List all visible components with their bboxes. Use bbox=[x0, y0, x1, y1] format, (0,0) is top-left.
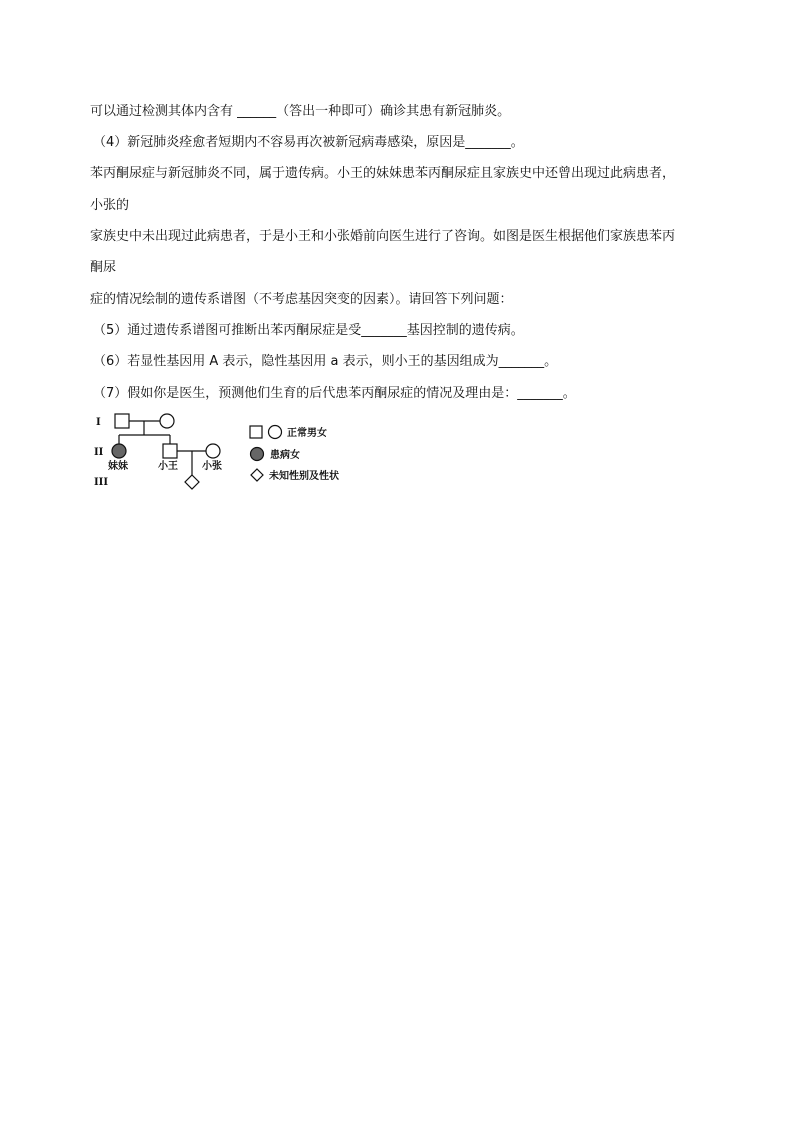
intro-line-4: 酮尿 bbox=[90, 260, 117, 275]
intro-line-3: 家族史中未出现过此病患者，于是小王和小张婚前向医生进行了咨询。如图是医生根据他们家族患苯丙 bbox=[90, 229, 676, 244]
generation-label-3: III bbox=[94, 477, 109, 488]
legend-normal-female-circle bbox=[269, 426, 282, 439]
xiaowang-label: 小王 bbox=[158, 461, 178, 472]
pedigree-chart bbox=[90, 408, 360, 493]
generation-label-2: II bbox=[94, 447, 104, 458]
offspring-diamond bbox=[185, 475, 199, 489]
question-7: （7）假如你是医生，预测他们生育的后代患苯丙酮尿症的情况及理由是：_______。 bbox=[93, 386, 576, 401]
xiaowang-square bbox=[163, 444, 177, 458]
legend-unknown-label: 未知性别及性状 bbox=[269, 471, 339, 482]
intro-line-5: 症的情况绘制的遗传系谱图（不考虑基因突变的因素）。请回答下列问题： bbox=[90, 292, 513, 307]
legend-normal-label: 正常男女 bbox=[287, 428, 327, 439]
xiaozhang-label: 小张 bbox=[202, 461, 222, 472]
sister-affected-circle bbox=[112, 444, 126, 458]
question-4: （4）新冠肺炎痊愈者短期内不容易再次被新冠病毒感染，原因是_______。 bbox=[93, 135, 524, 150]
legend-affected-female-circle bbox=[251, 448, 264, 461]
gen1-father-square bbox=[115, 414, 129, 428]
gen1-mother-circle bbox=[160, 414, 174, 428]
legend-unknown-diamond bbox=[251, 469, 263, 481]
question-5: （5）通过遗传系谱图可推断出苯丙酮尿症是受_______基因控制的遗传病。 bbox=[93, 323, 524, 338]
intro-line-2: 小张的 bbox=[90, 198, 130, 213]
legend-normal-male-square bbox=[250, 426, 262, 438]
generation-label-1: I bbox=[96, 417, 101, 428]
legend-affected-label: 患病女 bbox=[270, 450, 300, 461]
sister-label: 妹妹 bbox=[108, 461, 128, 472]
question-text-line-1: 可以通过检测其体内含有 ______（答出一种即可）确诊其患有新冠肺炎。 bbox=[90, 104, 511, 119]
question-6: （6）若显性基因用 A 表示，隐性基因用 a 表示，则小王的基因组成为_______。 bbox=[93, 354, 558, 369]
intro-line-1: 苯丙酮尿症与新冠肺炎不同，属于遗传病。小王的妹妹患苯丙酮尿症且家族史中还曾出现过此病患者， bbox=[90, 166, 676, 181]
xiaozhang-circle bbox=[206, 444, 220, 458]
